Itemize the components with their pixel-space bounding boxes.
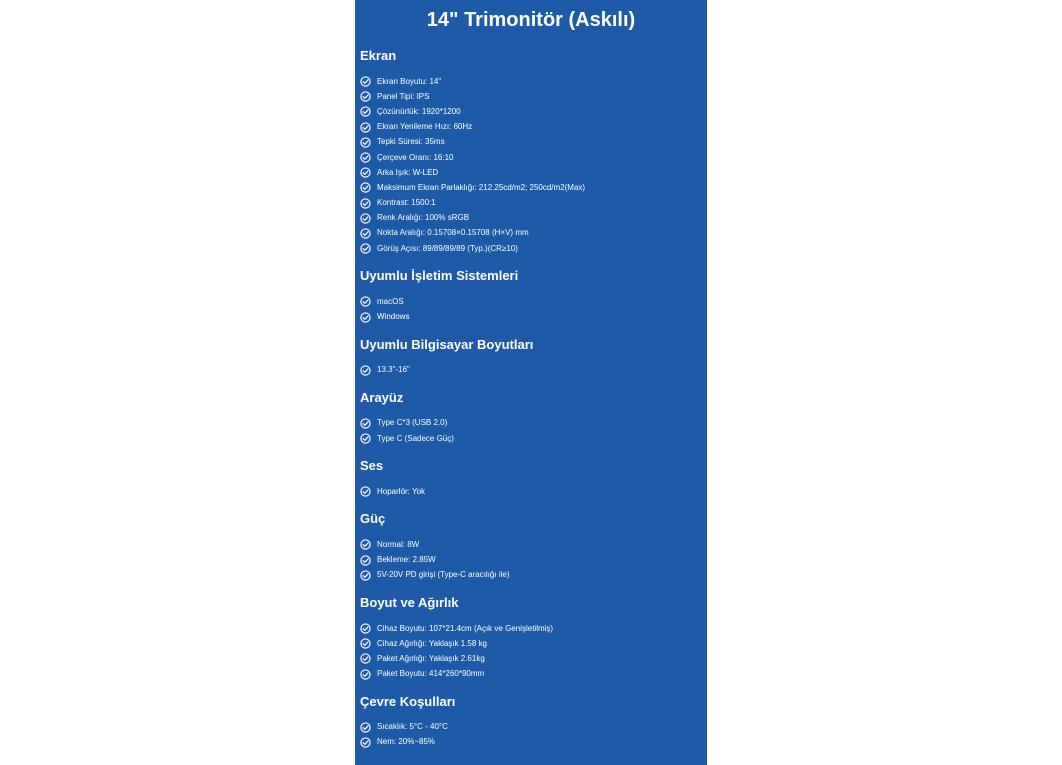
spec-sections (355, 48, 707, 750)
check-circle-icon (360, 243, 371, 254)
list-item-text: Çerçeve Oranı: 16:10 (377, 152, 454, 162)
list-item-text: Arka Işık: W-LED (377, 167, 439, 177)
list-item (360, 211, 707, 226)
list-item-text: Nokta Aralığı: 0.15708×0.15708 (H×V) mm (377, 228, 529, 238)
section-heading: Çevre Koşulları (360, 693, 456, 709)
list-item (360, 651, 707, 666)
list-item (360, 484, 707, 499)
list-item-text: Type C (Sadece Güç) (377, 433, 454, 443)
check-circle-icon (360, 312, 371, 323)
check-circle-icon (360, 152, 371, 163)
list-item-text: Kontrast: 1500:1 (377, 198, 436, 208)
check-circle-icon (360, 167, 371, 178)
list-item (360, 431, 707, 446)
spec-section (355, 337, 707, 378)
list-item (360, 537, 707, 552)
check-circle-icon (360, 486, 371, 497)
spec-list (360, 363, 707, 378)
list-item-text: Normal: 8W (377, 539, 420, 549)
list-item-text: Tepki Süresi: 35ms (377, 137, 445, 147)
spec-list (360, 294, 707, 324)
list-item-text: Ekran Boyutu: 14" (377, 76, 442, 86)
section-heading: Ekran (360, 48, 397, 63)
list-item (360, 568, 707, 583)
list-item (360, 165, 707, 180)
list-item (360, 180, 707, 195)
list-item-text: Renk Aralığı: 100% sRGB (377, 213, 470, 223)
spec-list (360, 537, 707, 583)
check-circle-icon (360, 137, 371, 148)
spec-section (355, 694, 707, 750)
spec-section (355, 48, 707, 256)
check-circle-icon (360, 653, 371, 664)
spec-section (355, 595, 707, 682)
check-circle-icon (360, 76, 371, 87)
check-circle-icon (360, 638, 371, 649)
spec-section (355, 458, 707, 499)
check-circle-icon (360, 228, 371, 239)
check-circle-icon (360, 433, 371, 444)
list-item (360, 89, 707, 104)
spec-list (360, 484, 707, 499)
check-circle-icon (360, 122, 371, 133)
list-item (360, 363, 707, 378)
list-item-text: 5V-20V PD girişi (Type-C aracılığı ile) (377, 570, 510, 580)
page-title: 14" Trimonitör (Askılı) (426, 9, 636, 31)
list-item (360, 226, 707, 241)
section-heading: Uyumlu Bilgisayar Boyutları (360, 336, 534, 352)
list-item (360, 621, 707, 636)
list-item-text: Sıcaklık: 5°C - 40°C (377, 722, 448, 732)
list-item-text: Windows (377, 312, 410, 322)
section-heading: Ses (360, 458, 384, 474)
spec-list (360, 416, 707, 446)
list-item (360, 241, 707, 256)
list-item (360, 309, 707, 324)
list-item-text: Hoparlör: Yok (377, 486, 426, 496)
section-heading: Güç (360, 511, 386, 527)
list-item (360, 636, 707, 651)
list-item (360, 104, 707, 119)
list-item-text: Çözünürlük: 1920*1200 (377, 106, 461, 116)
check-circle-icon (360, 555, 371, 566)
list-item (360, 416, 707, 431)
list-item-text: Nem: 20%~85% (377, 737, 436, 747)
list-item (360, 294, 707, 309)
section-heading: Boyut ve Ağırlık (360, 594, 459, 610)
list-item (360, 720, 707, 735)
spec-list (360, 74, 707, 256)
list-item (360, 667, 707, 682)
check-circle-icon (360, 365, 371, 376)
check-circle-icon (360, 623, 371, 634)
list-item-text: Cihaz Boyutu: 107*21.4cm (Açık ve Genişletilmiş) (377, 623, 554, 633)
spec-list (360, 621, 707, 682)
list-item-text: Paket Boyutu: 414*260*90mm (377, 669, 485, 679)
list-item-text: 13.3"-16" (377, 365, 410, 375)
check-circle-icon (360, 737, 371, 748)
check-circle-icon (360, 91, 371, 102)
list-item (360, 735, 707, 750)
list-item (360, 196, 707, 211)
spec-section (355, 511, 707, 583)
list-item-text: Type C*3 (USB 2.0) (377, 418, 448, 428)
list-item-text: Maksimum Ekran Parlaklığı: 212.25cd/m2; 250cd/m2(Max) (377, 182, 586, 192)
section-heading: Arayüz (360, 389, 404, 405)
check-circle-icon (360, 198, 371, 209)
spec-section (355, 268, 707, 324)
check-circle-icon (360, 722, 371, 733)
list-item-text: Panel Tipi: IPS (377, 91, 430, 101)
check-circle-icon (360, 418, 371, 429)
spec-list (360, 720, 707, 750)
list-item-text: Bekleme: 2.85W (377, 555, 436, 565)
list-item (360, 553, 707, 568)
list-item-text: Paket Ağırlığı: Yaklaşık 2.61kg (377, 653, 485, 663)
list-item-text: Ekran Yenileme Hızı: 60Hz (377, 122, 473, 132)
list-item (360, 150, 707, 165)
section-heading: Uyumlu İşletim Sistemleri (360, 268, 519, 284)
spec-section (355, 390, 707, 446)
list-item (360, 74, 707, 89)
list-item-text: Cihaz Ağırlığı: Yaklaşık 1.58 kg (377, 638, 487, 648)
list-item (360, 135, 707, 150)
list-item (360, 120, 707, 135)
check-circle-icon (360, 539, 371, 550)
check-circle-icon (360, 213, 371, 224)
check-circle-icon (360, 182, 371, 193)
spec-panel (355, 0, 707, 765)
list-item-text: Görüş Açısı: 89/89/89/89 (Typ.)(CR≥10) (377, 243, 518, 253)
check-circle-icon (360, 570, 371, 581)
check-circle-icon (360, 296, 371, 307)
list-item-text: macOS (377, 296, 404, 306)
check-circle-icon (360, 106, 371, 117)
check-circle-icon (360, 669, 371, 680)
